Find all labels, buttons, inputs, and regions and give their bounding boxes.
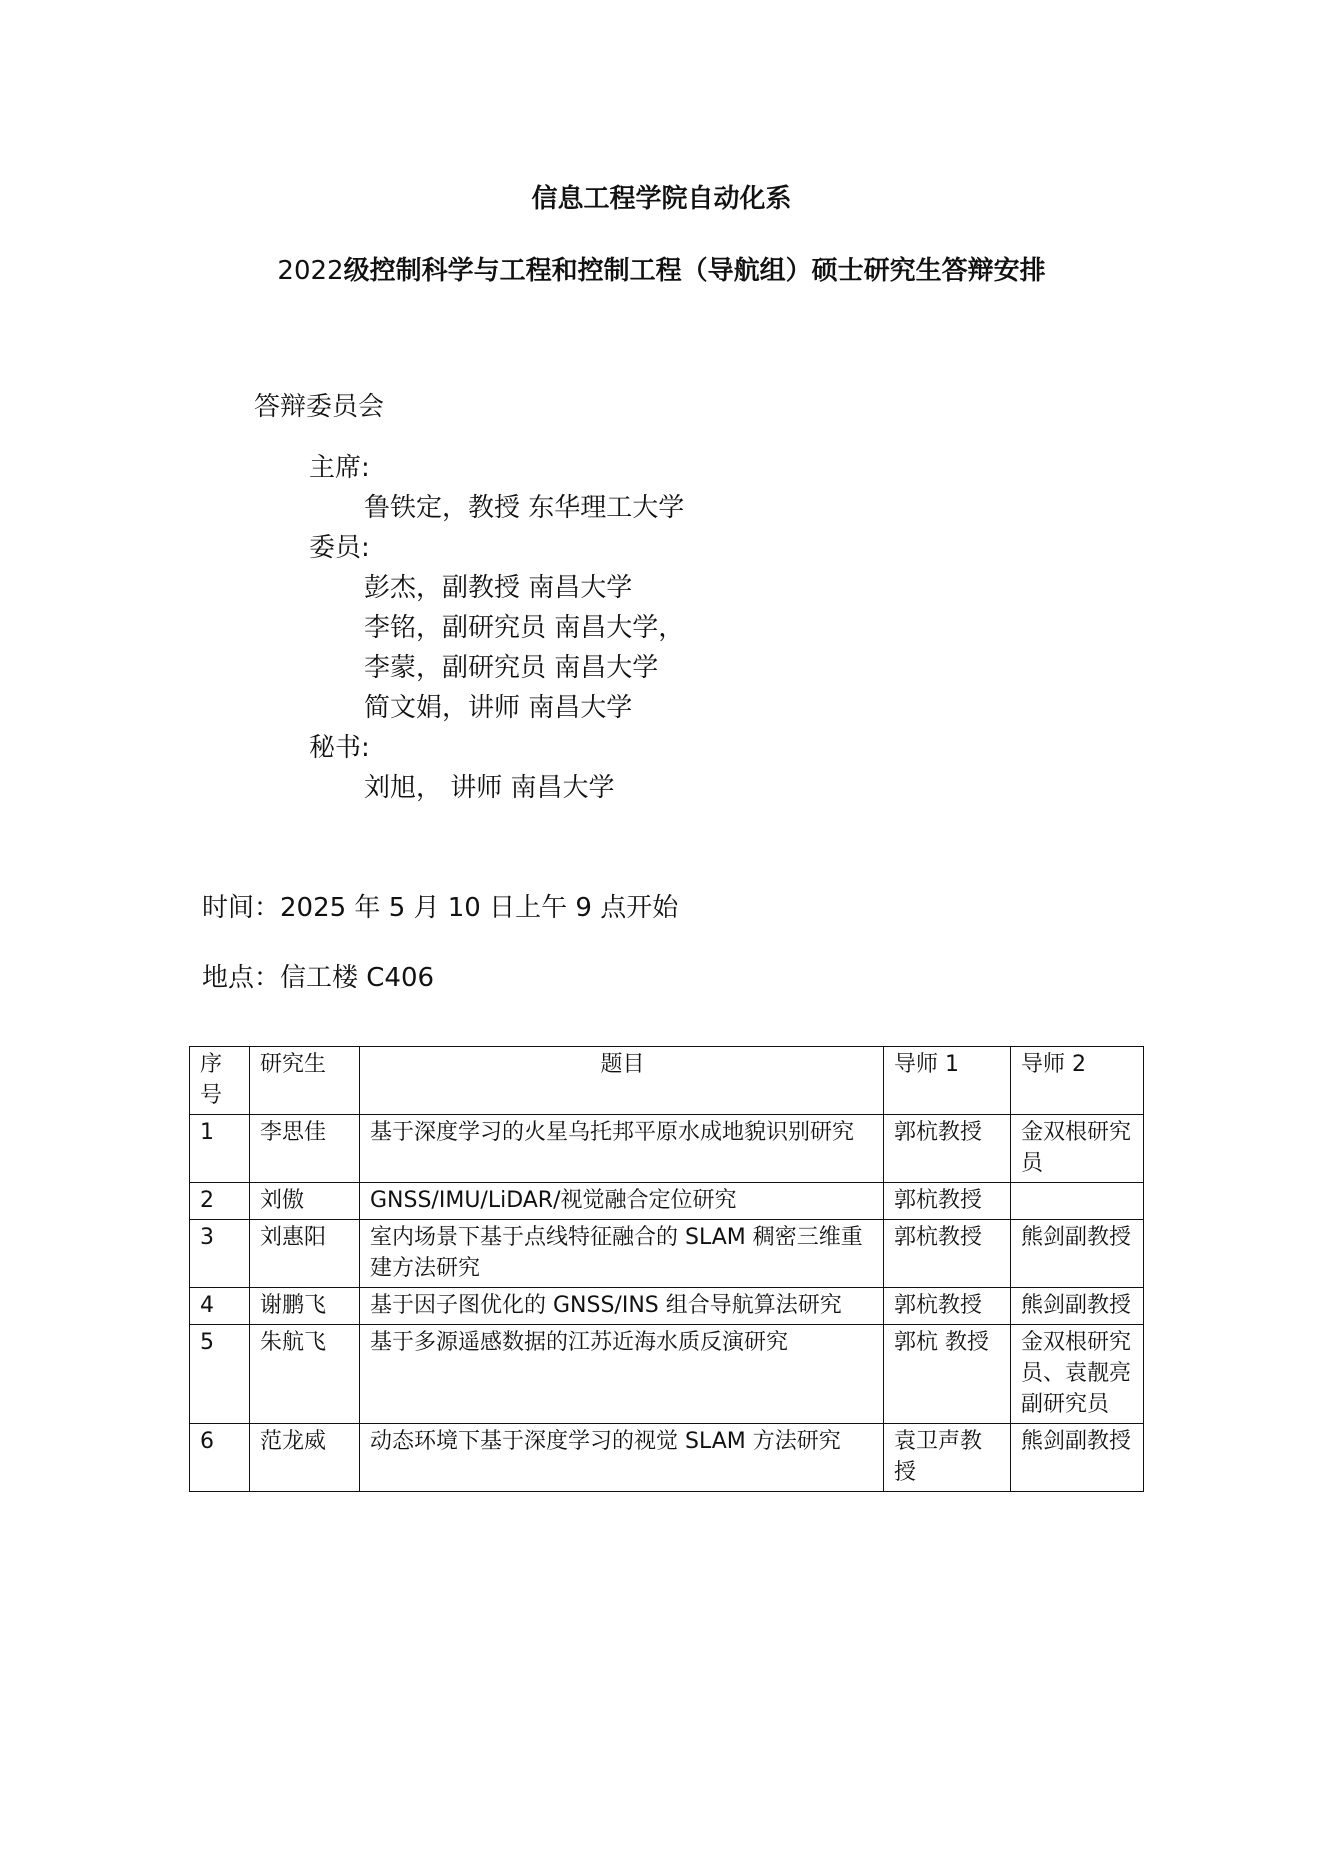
member-entry: 李蒙，副研究员 南昌大学: [364, 653, 659, 683]
table-row: [190, 1424, 1144, 1492]
cell-index: 5: [190, 1325, 250, 1424]
table-header-row: [190, 1047, 1144, 1115]
cell-advisor-1: 郭杭教授: [884, 1220, 1011, 1288]
cell-index: 6: [190, 1424, 250, 1492]
cell-advisor-2: 金双根研究员: [1011, 1115, 1144, 1183]
defense-schedule-table: [189, 1046, 1144, 1492]
cell-topic: 基于深度学习的火星乌托邦平原水成地貌识别研究: [360, 1115, 884, 1183]
header-advisor-2: 导师 2: [1011, 1047, 1144, 1115]
defense-time: 时间：2025 年 5 月 10 日上午 9 点开始: [202, 893, 679, 923]
chair-entry: 鲁铁定，教授 东华理工大学: [364, 493, 685, 523]
member-entry: 简文娟，讲师 南昌大学: [364, 693, 633, 723]
member-entry: 李铭，副研究员 南昌大学，: [364, 613, 685, 643]
cell-topic: 基于多源遥感数据的江苏近海水质反演研究: [360, 1325, 884, 1424]
header-student: 研究生: [250, 1047, 360, 1115]
cell-student: 范龙威: [250, 1424, 360, 1492]
cell-student: 刘傲: [250, 1183, 360, 1220]
cell-advisor-1: 郭杭教授: [884, 1183, 1011, 1220]
cell-student: 朱航飞: [250, 1325, 360, 1424]
cell-advisor-2: 熊剑副教授: [1011, 1288, 1144, 1325]
cell-advisor-1: 袁卫声教授: [884, 1424, 1011, 1492]
header-topic: 题目: [360, 1047, 884, 1115]
document-subtitle: [0, 250, 1323, 287]
table-row: [190, 1183, 1144, 1220]
cell-advisor-2: 熊剑副教授: [1011, 1220, 1144, 1288]
members-label: 委员:: [309, 533, 370, 563]
document-title: 信息工程学院自动化系: [531, 184, 792, 214]
secretary-label: 秘书:: [309, 733, 370, 763]
header-advisor-1: 导师 1: [884, 1047, 1011, 1115]
cell-index: 2: [190, 1183, 250, 1220]
cell-advisor-2: [1011, 1183, 1144, 1220]
cell-topic: 动态环境下基于深度学习的视觉 SLAM 方法研究: [360, 1424, 884, 1492]
header-index: 序号: [190, 1047, 250, 1115]
cell-advisor-2: 金双根研究员、袁靓亮 副研究员: [1011, 1325, 1144, 1424]
cell-topic: 室内场景下基于点线特征融合的 SLAM 稠密三维重建方法研究: [360, 1220, 884, 1288]
cell-index: 3: [190, 1220, 250, 1288]
table-row: [190, 1220, 1144, 1288]
cell-advisor-1: 郭杭教授: [884, 1288, 1011, 1325]
defense-location: 地点：信工楼 C406: [202, 963, 435, 993]
cell-index: 1: [190, 1115, 250, 1183]
committee-heading: 答辩委员会: [254, 392, 385, 422]
cell-advisor-1: 郭杭 教授: [884, 1325, 1011, 1424]
table-row: [190, 1115, 1144, 1183]
cell-student: 刘惠阳: [250, 1220, 360, 1288]
cell-advisor-2: 熊剑副教授: [1011, 1424, 1144, 1492]
secretary-entry: 刘旭， 讲师 南昌大学: [364, 773, 615, 803]
cell-advisor-1: 郭杭教授: [884, 1115, 1011, 1183]
cell-index: 4: [190, 1288, 250, 1325]
member-entry: 彭杰，副教授 南昌大学: [364, 573, 633, 603]
cell-student: 谢鹏飞: [250, 1288, 360, 1325]
cell-topic: GNSS/IMU/LiDAR/视觉融合定位研究: [360, 1183, 884, 1220]
table-row: [190, 1325, 1144, 1424]
table-row: [190, 1288, 1144, 1325]
cell-student: 李思佳: [250, 1115, 360, 1183]
subtitle-text: 级控制科学与工程和控制工程（导航组）硕士研究生答辩安排: [343, 256, 1046, 286]
chair-label: 主席:: [309, 453, 370, 483]
subtitle-year: 2022: [277, 256, 344, 286]
cell-topic: 基于因子图优化的 GNSS/INS 组合导航算法研究: [360, 1288, 884, 1325]
